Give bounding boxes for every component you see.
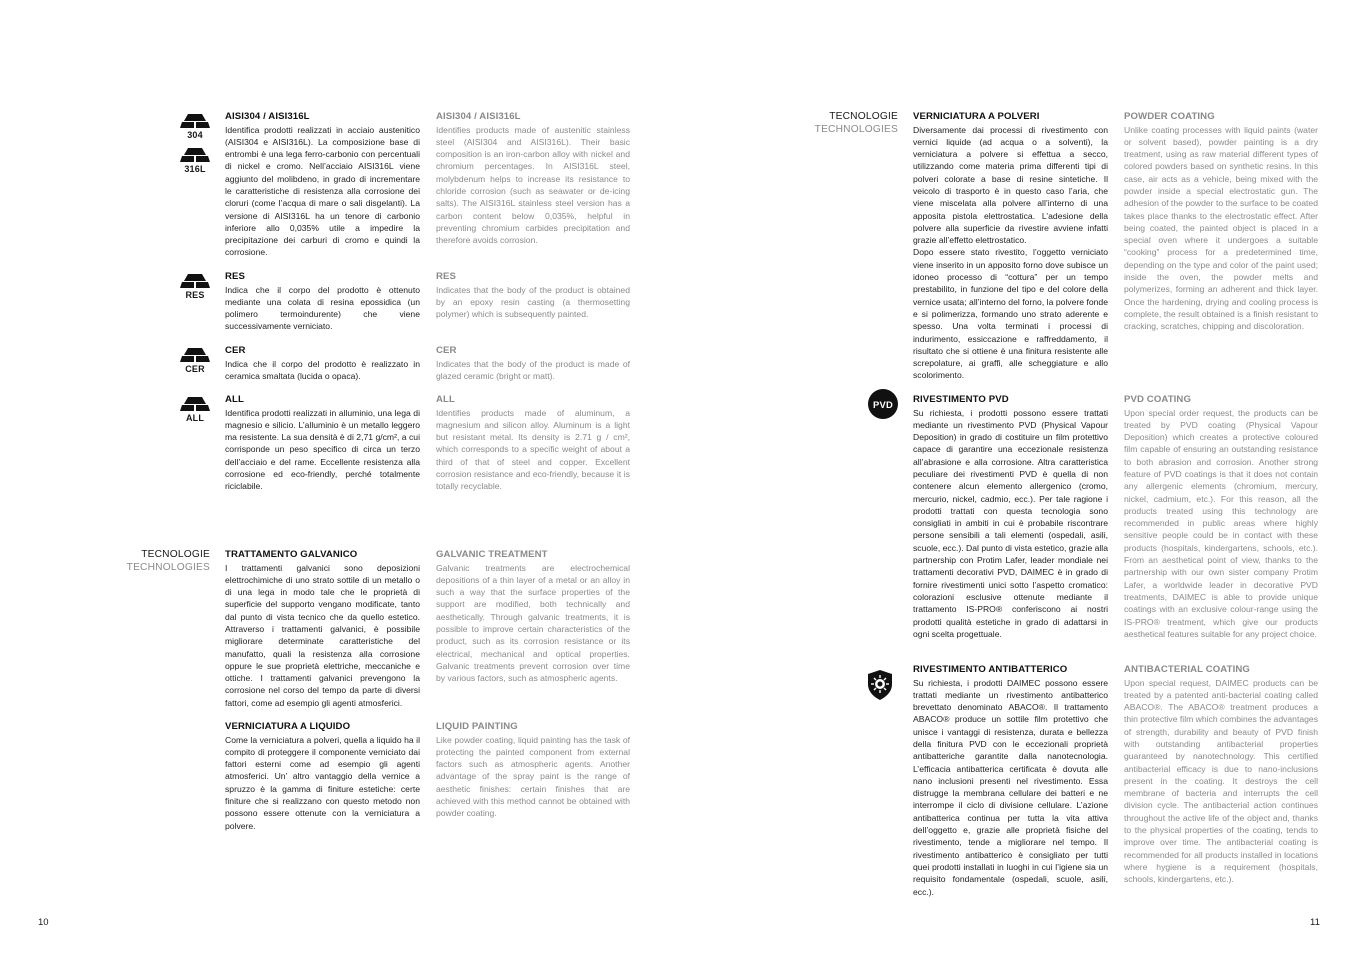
technology-powder-coating-it (913, 111, 1108, 382)
material-description: Indica che il corpo del prodotto è realizzato in ceramica smaltata (lucida o opaca). (225, 358, 420, 381)
material-all-it (225, 394, 420, 493)
technology-title: RIVESTIMENTO PVD (913, 394, 1009, 405)
material-title: AISI304 / AISI316L (225, 111, 310, 122)
metal-ingot-icon-304: 304 (179, 113, 211, 140)
technology-antibacterial-en (1124, 664, 1318, 886)
material-description: Identifica prodotti realizzati in acciaio austenitico (AISI304 e AISI316L). La composizione base di entrombi è una lega ferro-carbonio con percentuali di nickel e cromo. Nell’acciaio AISI316L viene aggiunto del molibdeno, in grado di incrementare le caratteristiche di resistenza alla corrosione dei cloruri (come l’acqua di mare o sali disgelanti). La versione di AISI316L ha un tenore di carbonio inferiore allo 0,035% utile a impedire la precipitazione dei carburi di cromo e quindi la corrosione. (225, 124, 420, 258)
material-title: ALL (225, 394, 244, 405)
material-title: AISI304 / AISI316L (436, 111, 521, 122)
material-description: Indica che il corpo del prodotto è ottenuto mediante una colata di resina epossidica (un polimero termoindurente) che viene successivamente verniciato. (225, 284, 420, 332)
metal-ingot-icon-cer: CER (179, 347, 211, 374)
technology-galvanic-it (225, 549, 420, 709)
technology-description: Like powder coating, liquid painting has the task of protecting the painted component from external factors such as atmospheric agents. Another advantage of the spray paint is the range of aesthetic finishes: certain finishes that are achieved with this method cannot be obtained with powder coating. (436, 734, 630, 819)
technology-description-continued: Dopo essere stato rivestito, l’oggetto verniciato viene inserito in un apposito forno dove subisce un idoneo processo di “cottura” per un tempo prestabilito, in funzione del tipo e del colore della vernice usata; all’interno del forno, la polvere fonde e si polimerizza, formando uno strato aderente e spesso. Una volta terminati i processi di indurimento, essiccazione e raffreddamento, il risultato che si ottiene è una finitura resistente alle screpolature, ai graffi, alle scheggiature e allo scolorimento. (913, 247, 1108, 381)
material-description: Indicates that the body of the product is made of glazed ceramic (bright or matt). (436, 358, 630, 381)
technology-description: Galvanic treatments are electrochemical depositions of a thin layer of a metal or an alloy in such a way that the surface properties of the support are modified, both technically and aesthetically. Through galvanic treatments, it is possible to improve certain characteristics of the product, such as its corrosion resistance or its electrical, mechanical and optical properties. Galvanic treatments prevent corrosion over time by various factors, such as atmospheric agents. (436, 562, 630, 684)
technology-description: Upon special request, DAIMEC products can be treated by a patented anti-bacterial coating called ABACO®. The ABACO® treatment produces a thin protective film which combines the advantages of strength, durability and beauty of PVD finish with outstanding antibacterial properties guaranteed by nanotechnology. This certified antibacterial efficacy is due to nano-inclusions present in the coating. It destroys the cell membrane of bacteria and interrupts the cell division cycle. The antibacterial action continues throughout the active life of the object and, thanks to the physical properties of the coating, tends to improve over time. The antibacterial coating is recommended for all products installed in locations where hygiene is a requirement (hospitals, schools, kindergartens, etc.). (1124, 677, 1318, 885)
technology-liquid-painting-it (225, 721, 420, 832)
antibacterial-shield-icon (867, 669, 893, 701)
material-description: Identifica prodotti realizzati in alluminio, una lega di magnesio e silicio. L’alluminio è un metallo leggero ma resistente. La sua densità è di 2,71 g/cm², a cui corrisponde un peso specifico di circa un terzo dell’acciaio e del rame. Eccellente resistenza alla corrosione ed eco-friendly, perché totalmente riciclabile. (225, 407, 420, 492)
material-aisi-it (225, 111, 420, 259)
technology-title: VERNICIATURA A POLVERI (913, 111, 1040, 122)
page-right (678, 0, 1356, 959)
section-label-technologies: TECNOLOGIE TECHNOLOGIES (126, 549, 210, 573)
material-title: CER (436, 345, 457, 356)
material-title: ALL (436, 394, 455, 405)
technology-description: Diversamente dai processi di rivestimento con vernici liquide (ad acqua o a solventi), la verniciatura a polvere si effettua a secco, utilizzando come materia prima differenti tipi di polveri colorate a base di resine sintetiche. Il veicolo di trasporto è in questo caso l’aria, che viene miscelata alla polvere all’interno di una apposita pistola elettrostatica. L’adesione della polvere alla superficie da rivestire avviene infatti grazie all’effetto elettrostatico. (913, 124, 1108, 246)
material-description: Indicates that the body of the product is obtained by an epoxy resin casting (a thermosetting polymer) which is subsequently painted. (436, 284, 630, 320)
technology-liquid-painting-en (436, 721, 630, 820)
technology-powder-coating-en (1124, 111, 1318, 333)
material-title: CER (225, 345, 246, 356)
technology-galvanic-en (436, 549, 630, 684)
technology-title: TRATTAMENTO GALVANICO (225, 549, 358, 560)
technology-pvd-en (1124, 394, 1318, 640)
technology-description: I trattamenti galvanici sono deposizioni elettrochimiche di uno strato sottile di un metallo o di una lega in modo tale che le proprietà di superficie del supporto vengano modificate, tanto dal punto di vista tecnico che da quello estetico. Attraverso i trattamenti galvanici, è possibile migliorare determinate caratteristiche del manufatto, quali la resistenza alla corrosione oppure le sue proprietà elettriche, meccaniche e ottiche. I trattamenti galvanici prevengono la corrosione nel corso del tempo da parte di diversi fattori, come ad esempio gli agenti atmosferici. (225, 562, 420, 708)
material-all-en (436, 394, 630, 493)
metal-ingot-icon-res: RES (179, 273, 211, 300)
technology-title: ANTIBACTERIAL COATING (1124, 664, 1250, 675)
technology-description: Upon special order request, the products can be treated by PVD coating (Physical Vapour Deposition) which creates a protective coloured film capable of ensuring an outstanding resistance to both abrasion and corrosion. Another strong feature of PVD coatings is that it does not contain any allergenic elements (chromium, mercury, nickel, cadmium, etc.). For this reason, all the products treated using this technology are recommended in public areas where highly sensitive people could be in contact with these products (hospitals, kindergartens, schools, etc.). From an aesthetical point of view, thanks to the partnership with our own sister company Protim Lafer, a worldwide leader in decorative PVD treatments, DAIMEC is able to provide unique coatings with an exclusive colour-range using the IS-PRO® treatment, which give our products aesthetical features suitable for any project choice. (1124, 407, 1318, 639)
technology-title: VERNICIATURA A LIQUIDO (225, 721, 351, 732)
material-aisi-en (436, 111, 630, 246)
technology-antibacterial-it (913, 664, 1108, 898)
technology-description: Su richiesta, i prodotti DAIMEC possono essere trattati mediante un rivestimento antibatterico brevettato denominato ABACO®. Il trattamento ABACO® produce un sottile film protettivo che unisce i vantaggi di resistenza, durata e bellezza della finitura PVD con le eccezionali proprietà antibatteriche garantite dalla nanotecnologia. L’efficacia antibatterica certificata è dovuta alle nano inclusioni presenti nel rivestimento. Essa distrugge la membrana cellulare dei batteri e ne interrompe il ciclo di divisione cellulare. L’azione antibatterica continua per tutta la vita attiva dell’oggetto e, grazie alle proprietà fisiche del rivestimento, tende a migliorare nel tempo. Il rivestimento antibatterico è consigliato per tutti quei prodotti installati in luoghi in cui l’igiene sia un requisito fondamentale (ospedali, scuole, asili, ecc.). (913, 677, 1108, 897)
page-number: 11 (1310, 917, 1320, 928)
technology-title: RIVESTIMENTO ANTIBATTERICO (913, 664, 1068, 675)
material-description: Identifies products made of austenitic stainless steel (AISI304 and AISI316L). Their basic composition is an iron-carbon alloy with nickel and chromium percentages. In AISI316L steel, molybdenum helps to increase its resistance to chloride corrosion (such as seawater or de-icing salts). The AISI316L stainless steel version has a carbon content below 0,035%, helpful in preventing chromium carbides precipitation and therefore avoids corrosion. (436, 124, 630, 246)
technology-title: LIQUID PAINTING (436, 721, 518, 732)
material-res-it (225, 271, 420, 333)
technology-description: Come la verniciatura a polveri, quella a liquido ha il compito di proteggere il componente verniciato dai fattori esterni come ad esempio gli agenti atmosferici. Un’ altro vantaggio della vernice a spruzzo è la gamma di finiture estetiche: certe finiture che si realizzano con questo metodo non possono essere ottenute con la verniciatura a polvere. (225, 734, 420, 831)
pvd-badge-icon: PVD (868, 389, 898, 419)
technology-description: Unlike coating processes with liquid paints (water or solvent based), powder painting is a dry treatment, using as raw material different types of colored powders based on synthetic resins. In this case, air acts as a vehicle, being mixed with the powder inside a special electrostatic gun. The adhesion of the powder to the surface to be coated takes place thanks to the electrostatic effect. After being coated, the painted object is placed in a special oven where it undergoes a suitable “cooking” process for a predetermined time, depending on the type and color of the paint used; inside the oven, the powder melts and polymerizes, forming an adherent and thick layer. Once the hardening, drying and cooling process is complete, the result obtained is a finish resistant to cracking, scratches, chipping and discoloration. (1124, 124, 1318, 332)
technology-description: Su richiesta, i prodotti possono essere trattati mediante un rivestimento PVD (Physical Vapour Deposition) in grado di costituire un film protettivo capace di garantire una eccezionale resistenza all’abrasione e alla corrosione. Altra caratteristica peculiare dei rivestimenti PVD è quella di non contenere alcun elemento allergenico (cromo, mercurio, nickel, cadmio, ecc.). Per tale ragione i prodotti trattati con questa tecnologia sono consigliati in ambiti in cui è probabile riscontrare persone sensibili a tali elementi (ospedali, asili, scuole, ecc.). Dal punto di vista estetico, grazie alla partnership con Protim Lafer, leader mondiale nei trattamenti decorativi PVD, DAIMEC è in grado di fornire rivestimenti unici sotto l’aspetto cromatico: colorazioni esclusive ottenute mediante il trattamento IS-PRO® conferiscono ai nostri prodotti qualità estetiche in grado di adattarsi in ogni scelta progettuale. (913, 407, 1108, 639)
technology-pvd-it (913, 394, 1108, 640)
material-cer-it (225, 345, 420, 382)
material-title: RES (436, 271, 457, 282)
material-res-en (436, 271, 630, 320)
section-label-technologies: TECNOLOGIE TECHNOLOGIES (814, 111, 898, 135)
technology-title: GALVANIC TREATMENT (436, 549, 548, 560)
material-cer-en (436, 345, 630, 382)
material-title: RES (225, 271, 246, 282)
metal-ingot-icon-all: ALL (179, 396, 211, 423)
material-description: Identifies products made of aluminum, a magnesium and silicon alloy. Aluminum is a light but resistant metal. Its density is 2.71 g / cm², which corresponds to a specific weight of about a third of that of steel and copper. Excellent corrosion resistance and eco-friendly, because it is totally recyclable. (436, 407, 630, 492)
metal-ingot-icon-316l: 316L (179, 147, 211, 174)
technology-title: PVD COATING (1124, 394, 1192, 405)
page-number: 10 (38, 917, 49, 928)
technology-title: POWDER COATING (1124, 111, 1215, 122)
